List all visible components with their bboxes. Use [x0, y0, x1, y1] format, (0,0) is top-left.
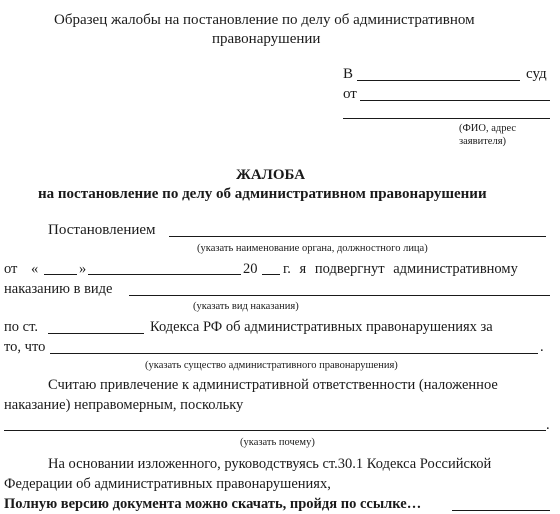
download-link[interactable]: Полную версию документа можно скачать, пройдя по ссылке… [4, 496, 422, 512]
date-text: г. я подвергнут административному [283, 261, 518, 277]
violation-essence-blank[interactable] [50, 353, 538, 354]
hint-why: (указать почему) [240, 437, 315, 448]
complaint-heading: ЖАЛОБА [236, 167, 306, 183]
that-period: . [540, 339, 544, 355]
penalty-type-blank[interactable] [129, 295, 550, 296]
resolution-label: Постановлением [48, 222, 156, 238]
penalty-label: наказанию в виде [4, 281, 113, 297]
date-open-quote: « [31, 261, 39, 277]
date-year-prefix: 20 [243, 261, 258, 277]
reason-blank[interactable] [4, 430, 546, 431]
download-link-underline [452, 510, 550, 511]
consider-line2: наказание) неправомерным, поскольку [4, 397, 244, 413]
article-number-blank[interactable] [48, 333, 144, 334]
hint-essence: (указать существо административного правонарушения) [145, 360, 398, 371]
consider-line1: Считаю привлечение к административной ответственности (наложенное [48, 377, 498, 393]
article-prefix: по ст. [4, 319, 38, 335]
complaint-subheading: на постановление по делу об административном правонарушении [38, 186, 487, 202]
addressee-court-suffix: суд [526, 66, 547, 82]
organ-name-blank[interactable] [169, 236, 546, 237]
hint-penalty: (указать вид наказания) [193, 301, 299, 312]
court-name-blank[interactable] [357, 80, 520, 81]
date-close-quote: » [79, 261, 87, 277]
reason-period: . [546, 417, 550, 433]
basis-line1: На основании изложенного, руководствуясь ст.30.1 Кодекса Российской [48, 456, 492, 472]
document-title-line1: Образец жалобы на постановление по делу об административном [54, 12, 475, 28]
hint-organ: (указать наименование органа, должностного лица) [197, 243, 428, 254]
document-title-line2: правонарушении [212, 31, 321, 47]
sender-name-blank[interactable] [360, 100, 550, 101]
date-day-blank[interactable] [44, 274, 77, 275]
addressee-court-prefix: В [343, 66, 354, 82]
basis-line2: Федерации об административных правонарушениях, [4, 476, 331, 492]
fio-hint-line2: заявителя) [459, 136, 507, 147]
date-from-label: от [4, 261, 18, 277]
that-label: то, что [4, 339, 46, 355]
date-year-blank[interactable] [262, 274, 280, 275]
date-month-blank[interactable] [88, 274, 241, 275]
fio-hint-line1: (ФИО, адрес [459, 123, 517, 134]
sender-address-blank[interactable] [343, 118, 550, 119]
sender-prefix: от [343, 86, 357, 102]
article-text: Кодекса РФ об административных правонарушениях за [150, 319, 493, 335]
